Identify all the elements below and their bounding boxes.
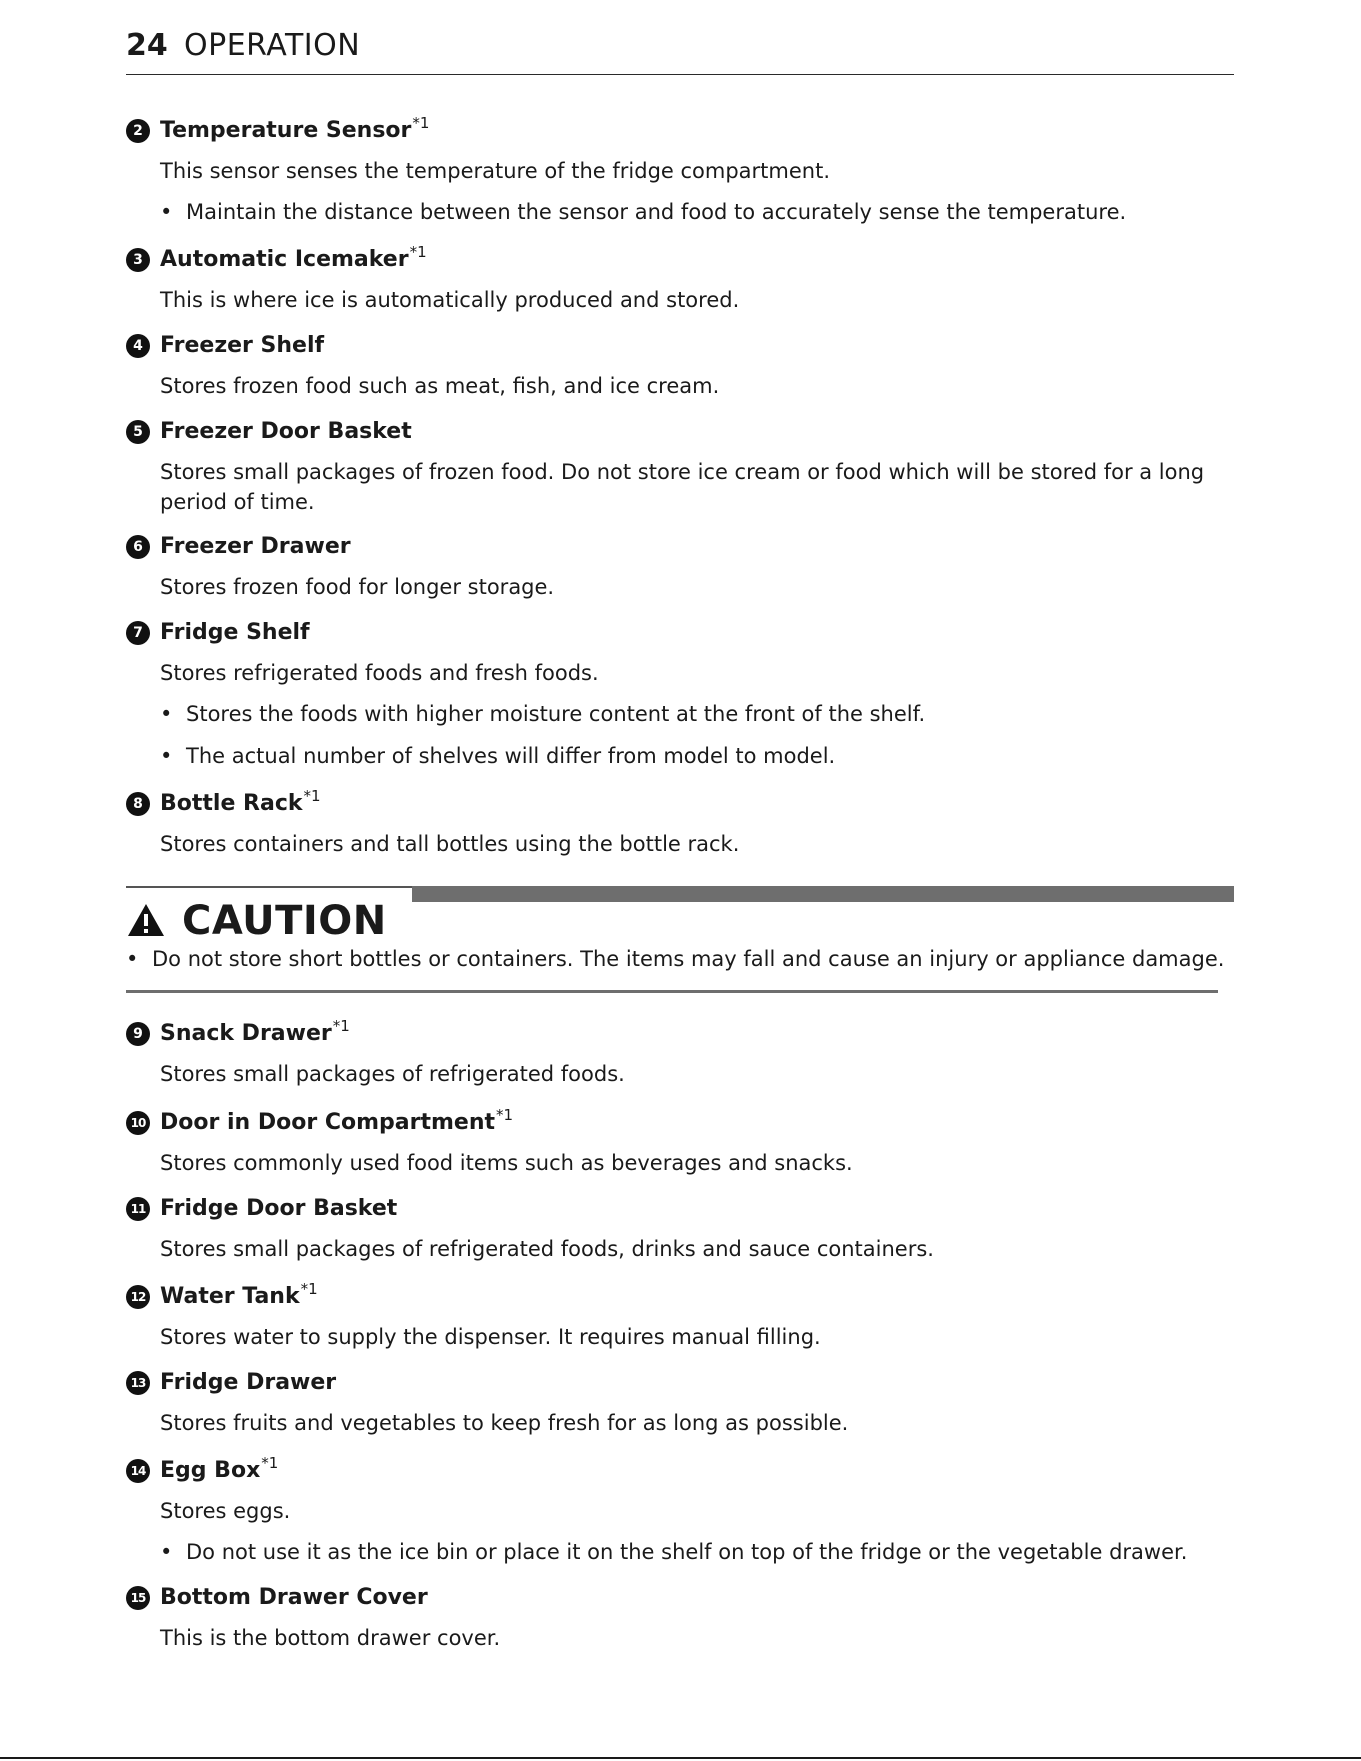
item-number-badge: 14 <box>126 1459 150 1483</box>
item-description: Stores small packages of refrigerated foods. <box>160 1062 625 1086</box>
item-title: Door in Door Compartment$^{*1}$ <box>160 1106 514 1135</box>
item-number-badge: 8 <box>126 792 150 816</box>
item-bullet: • Stores the foods with higher moisture content at the front of the shelf. <box>160 702 926 726</box>
page-header <box>126 28 1234 75</box>
item-number-badge: 5 <box>126 420 150 444</box>
caution-title: CAUTION <box>182 898 387 944</box>
item-title: Egg Box$^{*1}$ <box>160 1454 279 1483</box>
item-description: Stores frozen food such as meat, fish, and ice cream. <box>160 374 720 398</box>
caution-top-rule <box>126 886 412 888</box>
item-description: Stores eggs. <box>160 1499 291 1523</box>
item-description: Stores small packages of frozen food. Do not store ice cream or food which will be stored for a long period of time. <box>160 460 1205 514</box>
item-number-badge: 12 <box>126 1285 150 1309</box>
item-number-badge: 7 <box>126 621 150 645</box>
item-title: Fridge Door Basket <box>160 1196 398 1221</box>
item-title: Snack Drawer$^{*1}$ <box>160 1017 350 1046</box>
item-description: This is where ice is automatically produced and stored. <box>160 288 740 312</box>
item-number-badge: 10 <box>126 1111 150 1135</box>
item-description: Stores refrigerated foods and fresh foods. <box>160 661 599 685</box>
caution-header-bar <box>412 886 1234 902</box>
item-description: Stores small packages of refrigerated foods, drinks and sauce containers. <box>160 1237 934 1261</box>
item-number-badge: 6 <box>126 535 150 559</box>
item-description: Stores fruits and vegetables to keep fresh for as long as possible. <box>160 1411 849 1435</box>
item-title: Automatic Icemaker$^{*1}$ <box>160 243 427 272</box>
item-number-badge: 13 <box>126 1371 150 1395</box>
item-description: Stores commonly used food items such as beverages and snacks. <box>160 1151 853 1175</box>
item-title: Bottle Rack$^{*1}$ <box>160 787 321 816</box>
item-description: Stores containers and tall bottles using the bottle rack. <box>160 832 740 856</box>
item-description: Stores water to supply the dispenser. It requires manual filling. <box>160 1325 821 1349</box>
item-number-badge: 11 <box>126 1197 150 1221</box>
item-description: This is the bottom drawer cover. <box>160 1626 501 1650</box>
item-number-badge: 3 <box>126 248 150 272</box>
item-title: Fridge Shelf <box>160 620 310 645</box>
item-bullet: • Do not use it as the ice bin or place it on the shelf on top of the fridge or the vegetable drawer. <box>160 1540 1188 1564</box>
item-description: This sensor senses the temperature of the fridge compartment. <box>160 159 831 183</box>
item-description: Stores frozen food for longer storage. <box>160 575 555 599</box>
caution-bullet: • Do not store short bottles or containers. The items may fall and cause an injury or appliance damage. <box>126 947 1225 971</box>
caution-bottom-rule <box>126 990 1218 993</box>
item-title: Freezer Door Basket <box>160 419 412 444</box>
item-title: Water Tank$^{*1}$ <box>160 1280 318 1309</box>
page-bottom-rule <box>0 1757 1361 1759</box>
item-title: Freezer Shelf <box>160 333 325 358</box>
item-bullet: • Maintain the distance between the sensor and food to accurately sense the temperature. <box>160 200 1127 224</box>
item-title: Freezer Drawer <box>160 534 351 559</box>
warning-triangle-icon <box>126 902 166 938</box>
page-number: 24 <box>126 28 168 63</box>
item-title: Fridge Drawer <box>160 1370 337 1395</box>
section-title: OPERATION <box>184 28 361 63</box>
item-bullet: • The actual number of shelves will differ from model to model. <box>160 744 836 768</box>
item-number-badge: 15 <box>126 1586 150 1610</box>
item-number-badge: 2 <box>126 119 150 143</box>
item-number-badge: 9 <box>126 1022 150 1046</box>
item-title: Bottom Drawer Cover <box>160 1585 428 1610</box>
item-title: Temperature Sensor$^{*1}$ <box>160 114 430 143</box>
item-number-badge: 4 <box>126 334 150 358</box>
